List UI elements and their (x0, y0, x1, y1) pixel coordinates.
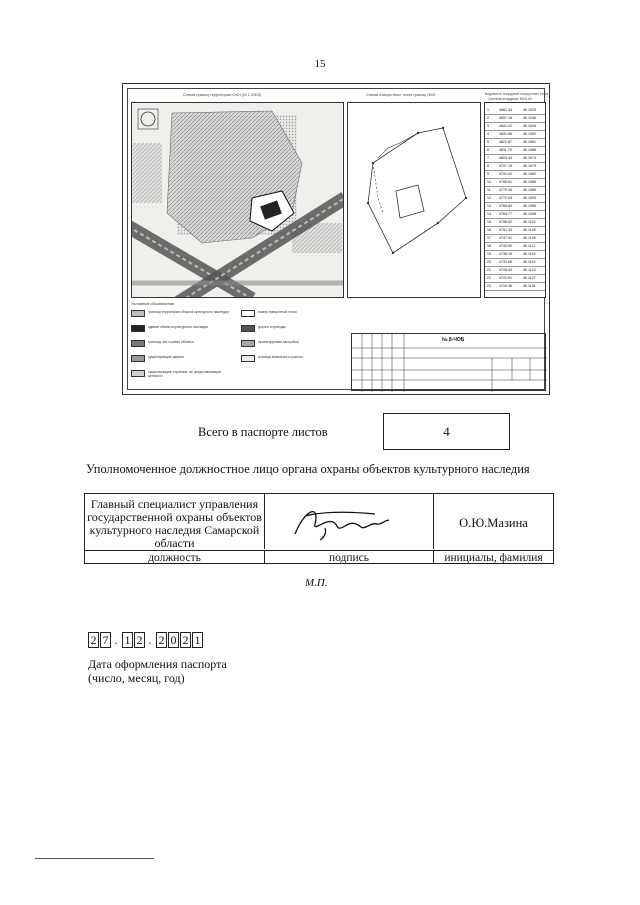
coordinate-x: 4803.44 (499, 156, 512, 160)
point-number: 12 (487, 196, 491, 200)
coordinate-x: 4791.02 (499, 172, 512, 176)
coordinate-x: 4747.91 (499, 236, 512, 240)
table-caption: Ведомость координат поворотных точек (485, 92, 549, 96)
coordinate-row (485, 195, 545, 203)
coordinate-y: 46 1044 (523, 124, 536, 128)
coordinate-row (485, 107, 545, 115)
title-block (351, 333, 546, 391)
coordinate-x: 4772.03 (499, 196, 512, 200)
coordinate-y: 46 1074 (523, 156, 536, 160)
coordinate-x: 4728.44 (499, 268, 512, 272)
coordinate-row (485, 267, 545, 275)
coordinate-x: 4738.19 (499, 252, 512, 256)
coordinate-y: 46 1109 (523, 236, 536, 240)
official-name: О.Ю.Мазина (459, 516, 528, 530)
situation-map-drawing (132, 103, 344, 298)
coordinate-x: 4779.25 (499, 188, 512, 192)
coordinate-row (485, 187, 545, 195)
coordinate-y: 46 1102 (523, 220, 536, 224)
sheet-count-value: 4 (383, 413, 510, 450)
coordinate-x: 4857.16 (499, 116, 512, 120)
caption-name: инициалы, фамилия (434, 550, 553, 564)
coordinate-x: 4733.06 (499, 260, 512, 264)
date-digit: 7 (100, 632, 111, 648)
coordinate-row (485, 203, 545, 211)
point-number: 20 (487, 260, 491, 264)
scheme-caption: Схема поворотных точек границ ОКН (366, 92, 436, 97)
official-position: Главный специалист управления государственной охраны объектов культурного наследия Самарской области (85, 494, 265, 549)
signature-cell (265, 494, 434, 549)
date-digit: 1 (122, 632, 133, 648)
coordinate-x: 4861.34 (499, 108, 512, 112)
coordinate-y: 46 1029 (523, 108, 536, 112)
coordinate-x: 4763.77 (499, 212, 512, 216)
point-number: 2 (487, 116, 489, 120)
turning-points-drawing (348, 103, 482, 299)
date-separator: . (148, 633, 152, 647)
date-digit: 2 (134, 632, 145, 648)
coordinate-x: 4785.61 (499, 180, 512, 184)
coordinate-row (485, 139, 545, 147)
coordinate-row (485, 219, 545, 227)
coordinate-y: 46 1036 (523, 116, 536, 120)
point-number: 4 (487, 132, 489, 136)
date-separator: . (114, 633, 118, 647)
coordinate-x: 4758.02 (499, 220, 512, 224)
coordinate-x: 4768.84 (499, 204, 512, 208)
coordinate-y: 46 1105 (523, 228, 536, 232)
date-digit: 2 (156, 632, 167, 648)
date-digit: 1 (192, 632, 203, 648)
coordinate-y: 46 1096 (523, 204, 536, 208)
legend-label: границы зон охраны объекта (148, 340, 194, 344)
coordinate-y: 46 1085 (523, 180, 536, 184)
coordinate-y: 46 1068 (523, 148, 536, 152)
page-number: 15 (314, 58, 326, 70)
legend-label: существующие строения, не представляющие ценности (148, 370, 222, 378)
caption-signature: подпись (265, 550, 434, 564)
coordinate-x: 4831.96 (499, 132, 512, 136)
coordinate-row (485, 211, 545, 219)
plan-sheet-frame (127, 88, 549, 390)
coordinate-x: 4751.33 (499, 228, 512, 232)
legend-swatch (131, 310, 145, 317)
legend-swatch (241, 355, 255, 362)
legend-label: существующие здания (148, 355, 184, 359)
coordinate-row (485, 243, 545, 251)
coordinate-row (485, 283, 545, 291)
point-number: 13 (487, 204, 491, 208)
point-number: 16 (487, 228, 491, 232)
stamp-place: М.П. (305, 577, 328, 589)
coordinate-row (485, 227, 545, 235)
date-caption (88, 657, 227, 685)
coordinate-x: 4719.36 (499, 284, 512, 288)
date-digit: 2 (88, 632, 99, 648)
coordinate-y: 46 1098 (523, 212, 536, 216)
legend-swatch (131, 325, 145, 332)
legend-label: номер поворотной точки (258, 310, 297, 314)
point-number: 23 (487, 284, 491, 288)
coordinate-row (485, 147, 545, 155)
date-caption-line1: Дата оформления паспорта (88, 657, 227, 671)
coordinate-row (485, 163, 545, 171)
coordinate-y: 46 1115 (523, 252, 536, 256)
coordinate-row (485, 275, 545, 283)
coordinate-row (485, 251, 545, 259)
point-number: 6 (487, 148, 489, 152)
date-boxes (88, 632, 213, 648)
coordinate-y: 46 1119 (523, 260, 536, 264)
coordinate-x: 4797.15 (499, 164, 512, 168)
situation-map (131, 102, 344, 298)
point-number: 18 (487, 244, 491, 248)
legend-swatch (131, 355, 145, 362)
coordinate-row (485, 115, 545, 123)
footer-rule (35, 858, 154, 859)
coordinate-y: 46 1112 (523, 244, 536, 248)
point-number: 3 (487, 124, 489, 128)
point-number: 19 (487, 252, 491, 256)
point-number: 17 (487, 236, 491, 240)
coordinate-row (485, 123, 545, 131)
coordinate-x: 4841.02 (499, 124, 512, 128)
coordinate-y: 46 1082 (523, 172, 536, 176)
point-number: 21 (487, 268, 491, 272)
coordinate-row (485, 259, 545, 267)
coordinate-row (485, 155, 545, 163)
title-block-code: № 8-ЧОБ (442, 337, 465, 343)
point-number: 9 (487, 172, 489, 176)
coordinate-row (485, 235, 545, 243)
coordinate-y: 46 1089 (523, 188, 536, 192)
coordinate-y: 46 1131 (523, 284, 536, 288)
coordinate-row (485, 171, 545, 179)
signature-image (265, 494, 434, 549)
legend-swatch (241, 310, 255, 317)
coordinate-row (485, 131, 545, 139)
coordinate-y: 46 1123 (523, 268, 536, 272)
coordinate-x: 4742.50 (499, 244, 512, 248)
legend-swatch (241, 340, 255, 347)
map-caption: Схема границ территории ОКН (М 1:2000) (183, 92, 262, 97)
coordinate-y: 46 1061 (523, 140, 536, 144)
point-number: 5 (487, 140, 489, 144)
signature-table (84, 493, 554, 564)
legend (131, 301, 349, 389)
plan-sheet (122, 83, 550, 395)
point-number: 8 (487, 164, 489, 168)
legend-swatch (131, 340, 145, 347)
point-number: 7 (487, 156, 489, 160)
table-subcaption: Система координат МСК-63 (488, 97, 532, 101)
legend-label: граница земельного участка (258, 355, 303, 359)
legend-swatch (131, 370, 145, 377)
point-number: 11 (487, 188, 491, 192)
turning-points-scheme (347, 102, 481, 298)
legend-label: дороги и проезды (258, 325, 286, 329)
coordinate-row (485, 179, 545, 187)
coordinate-x: 4822.87 (499, 140, 512, 144)
point-number: 14 (487, 212, 491, 216)
legend-label: проектируемая застройка (258, 340, 299, 344)
legend-label: граница территории объекта культурного наследия (148, 310, 229, 314)
coordinate-x: 4722.91 (499, 276, 512, 280)
coordinate-x: 4811.70 (499, 148, 512, 152)
legend-label: здание объекта культурного наследия (148, 325, 208, 329)
official-heading: Уполномоченное должностное лицо органа охраны объектов культурного наследия (86, 462, 530, 476)
legend-title: Условные обозначения (131, 301, 175, 306)
date-digit: 2 (180, 632, 191, 648)
coordinate-y: 46 1079 (523, 164, 536, 168)
point-number: 15 (487, 220, 491, 224)
coordinate-y: 46 1093 (523, 196, 536, 200)
sheet-count-label: Всего в паспорте листов (198, 425, 328, 439)
point-number: 10 (487, 180, 491, 184)
coordinate-y: 46 1052 (523, 132, 536, 136)
legend-swatch (241, 325, 255, 332)
caption-position: должность (85, 550, 265, 564)
date-caption-line2: (число, месяц, год) (88, 671, 185, 685)
date-digit: 0 (168, 632, 179, 648)
point-number: 22 (487, 276, 491, 280)
coordinate-table (484, 102, 546, 298)
coordinate-y: 46 1127 (523, 276, 536, 280)
point-number: 1 (487, 108, 489, 112)
